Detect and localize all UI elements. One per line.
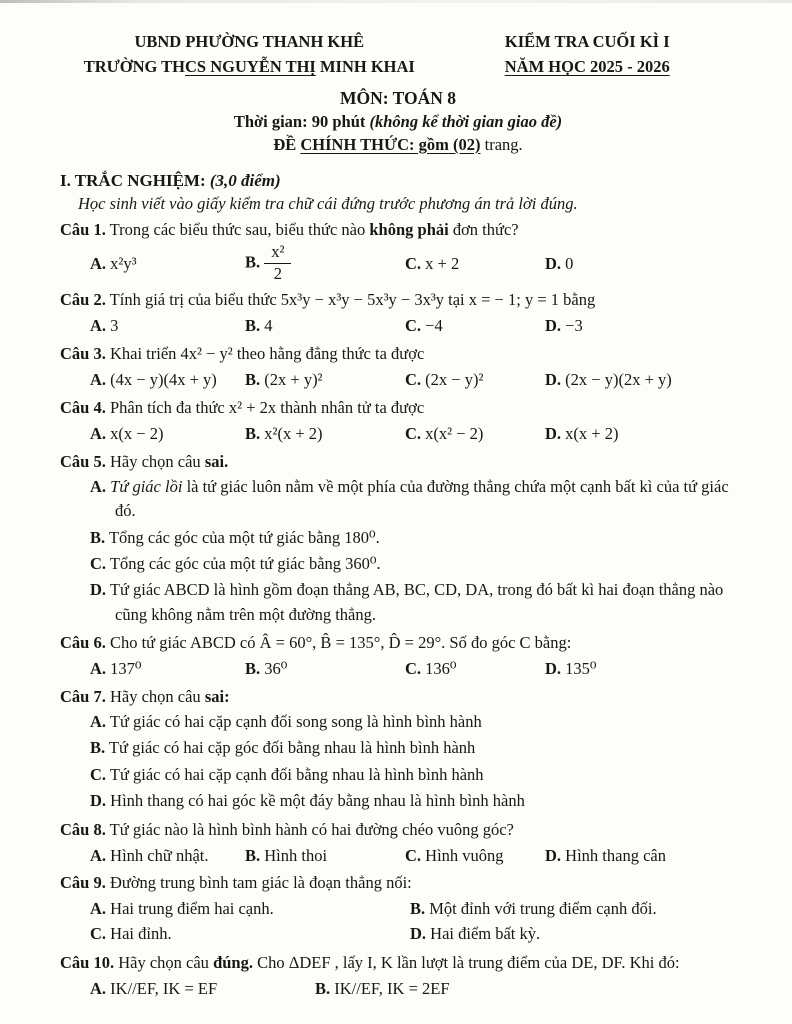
time-limit: Thời gian: 90 phút (không kể thời gian giao đề) [233,111,563,131]
scan-edge-artifact [0,0,792,3]
option-d: D. (2x − y)(2x + y) [545,370,672,390]
question-9 [60,871,736,946]
question-label: Câu 6. [60,633,106,653]
document-header [60,30,736,80]
option-a: A. 3 [90,316,119,336]
question-label: Câu 3. [60,344,106,364]
option-d: D. −3 [545,316,583,336]
option-d: D. Hình thang cân [545,845,666,865]
question-2 [60,288,736,338]
options-row [60,368,736,392]
option-a: A. 137⁰ [90,659,142,679]
option-b: B. Hình thoi [245,845,328,865]
fraction: $\frac{\text{x²}}{2}$ [264,243,291,284]
option-b: B. Tứ giác có hai cặp góc đối bằng nhau là hình bình hành [90,738,476,758]
question-4 [60,396,736,446]
question-text: Câu 6. Cho tứ giác ABCD có Â = 60°, B̂ = 135°, D̂ = 29°. Số đo góc C bằng: [60,633,572,653]
option-b: B. x²(x + 2) [245,423,323,443]
question-text: Câu 4. Phân tích đa thức x² + 2x thành nhân tử ta được [60,398,425,418]
question-label: Câu 9. [60,873,106,893]
school-name: TRƯỜNG THCS NGUYỄN THỊ MINH KHAI [83,56,415,76]
option-b: B. IK//EF, IK = 2EF [315,978,450,998]
option-b: B. 4 [245,316,273,336]
option-b: B. (2x + y)² [245,370,323,390]
option-a: A. x²y³ [90,253,137,273]
option-b: B. Tổng các góc của một tứ giác bằng 180⁰. [90,527,380,547]
option-c: C. (2x − y)² [405,370,484,390]
option-a: A. Hai trung điểm hai cạnh. [90,899,274,919]
question-label: Câu 4. [60,398,106,418]
question-text: Câu 7. Hãy chọn câu sai: [60,687,230,707]
school-year: NĂM HỌC 2025 - 2026 [504,56,670,76]
option-d: D. Hai điểm bất kỳ. [410,924,541,944]
section-instruction: Học sinh viết vào giấy kiểm tra chữ cái đứng trước phương án trả lời đúng. [78,193,578,213]
question-label: Câu 1. [60,219,106,239]
option-d: D. Tứ giác ABCD là hình gồm đoạn thẳng AB, BC, CD, DA, trong đó bất kì hai đoạn thẳng nào cũng không nằm trên một đường thẳng. [90,580,724,624]
question-text: Câu 1. Trong các biểu thức sau, biểu thức nào không phải đơn thức? [60,219,519,239]
question-label: Câu 10. [60,952,115,972]
option-d: D. 0 [545,253,574,273]
option-a: A. Tứ giác có hai cặp cạnh đối song song là hình bình hành [90,712,482,732]
options-row [60,657,736,681]
exam-info [439,30,736,80]
option-a: A. (4x − y)(4x + y) [90,370,217,390]
question-text: Câu 2. Tính giá trị của biểu thức 5x³y − x³y − 5x³y − 3x³y tại x = − 1; y = 1 bằng [60,290,596,310]
option-c: C. x(x² − 2) [405,423,484,443]
subject-title: MÔN: TOÁN 8 [339,87,457,108]
option-c: C. 136⁰ [405,659,457,679]
question-text: Câu 3. Khai triển 4x² − y² theo hằng đẳng thức ta được [60,344,425,364]
options-grid [60,977,736,1002]
options-grid [60,897,736,947]
issuing-authority [60,30,439,80]
option-d: D. x(x + 2) [545,423,619,443]
option-a: A. Tứ giác lồi là tứ giác luôn nằm về một phía của đường thẳng chứa một cạnh bất kì của tứ giác đó. [90,476,729,521]
question-text: Câu 9. Đường trung bình tam giác là đoạn thẳng nối: [60,873,412,893]
options-stack [60,475,736,627]
option-a: A. x(x − 2) [90,423,164,443]
option-a: A. IK//EF, IK = EF [90,978,218,998]
question-10 [60,951,736,1002]
option-c: C. −4 [405,316,443,336]
question-label: Câu 8. [60,819,106,839]
question-label: Câu 2. [60,290,106,310]
options-stack [60,710,736,814]
question-text: Câu 10. Hãy chọn câu đúng. Cho ΔDEF , lấy I, K lần lượt là trung điểm của DE, DF. Khi đó: [60,952,680,972]
options-row [60,243,736,284]
question-text: Câu 8. Tứ giác nào là hình bình hành có hai đường chéo vuông góc? [60,819,514,839]
option-c: C. Hình vuông [405,845,504,865]
section-title: I. TRẮC NGHIỆM: (3,0 điểm) [60,170,281,190]
question-1 [60,218,736,285]
question-6 [60,631,736,681]
options-row [60,314,736,338]
authority-name: UBND PHƯỜNG THANH KHÊ [134,32,365,51]
official-exam-note: ĐỀ CHÍNH THỨC: gồm (02) trang. [273,134,523,154]
option-c: C. Hai đỉnh. [90,924,172,944]
question-5 [60,450,736,627]
options-row [60,844,736,868]
option-d: D. Hình thang có hai góc kề một đáy bằng nhau là hình bình hành [90,791,525,811]
option-b: B. Một đỉnh với trung điểm cạnh đối. [410,899,657,919]
option-c: C. x + 2 [405,253,460,273]
option-c: C. Tổng các góc của một tứ giác bằng 360⁰. [90,554,381,574]
option-a: A. Hình chữ nhật. [90,845,209,865]
question-text: Câu 5. Hãy chọn câu sai. [60,451,229,471]
options-row [60,422,736,446]
option-b: B. 36⁰ [245,659,288,679]
exam-title: KIỂM TRA CUỐI KÌ I [504,32,670,51]
question-label: Câu 5. [60,451,106,471]
question-8 [60,818,736,868]
option-d: D. 135⁰ [545,659,597,679]
question-7 [60,685,736,814]
question-label: Câu 7. [60,687,106,707]
option-c: C. Tứ giác có hai cặp cạnh đối bằng nhau là hình bình hành [90,764,484,784]
option-b: B. $\frac{\text{x²}}{2}$ [245,243,405,284]
question-3 [60,342,736,392]
